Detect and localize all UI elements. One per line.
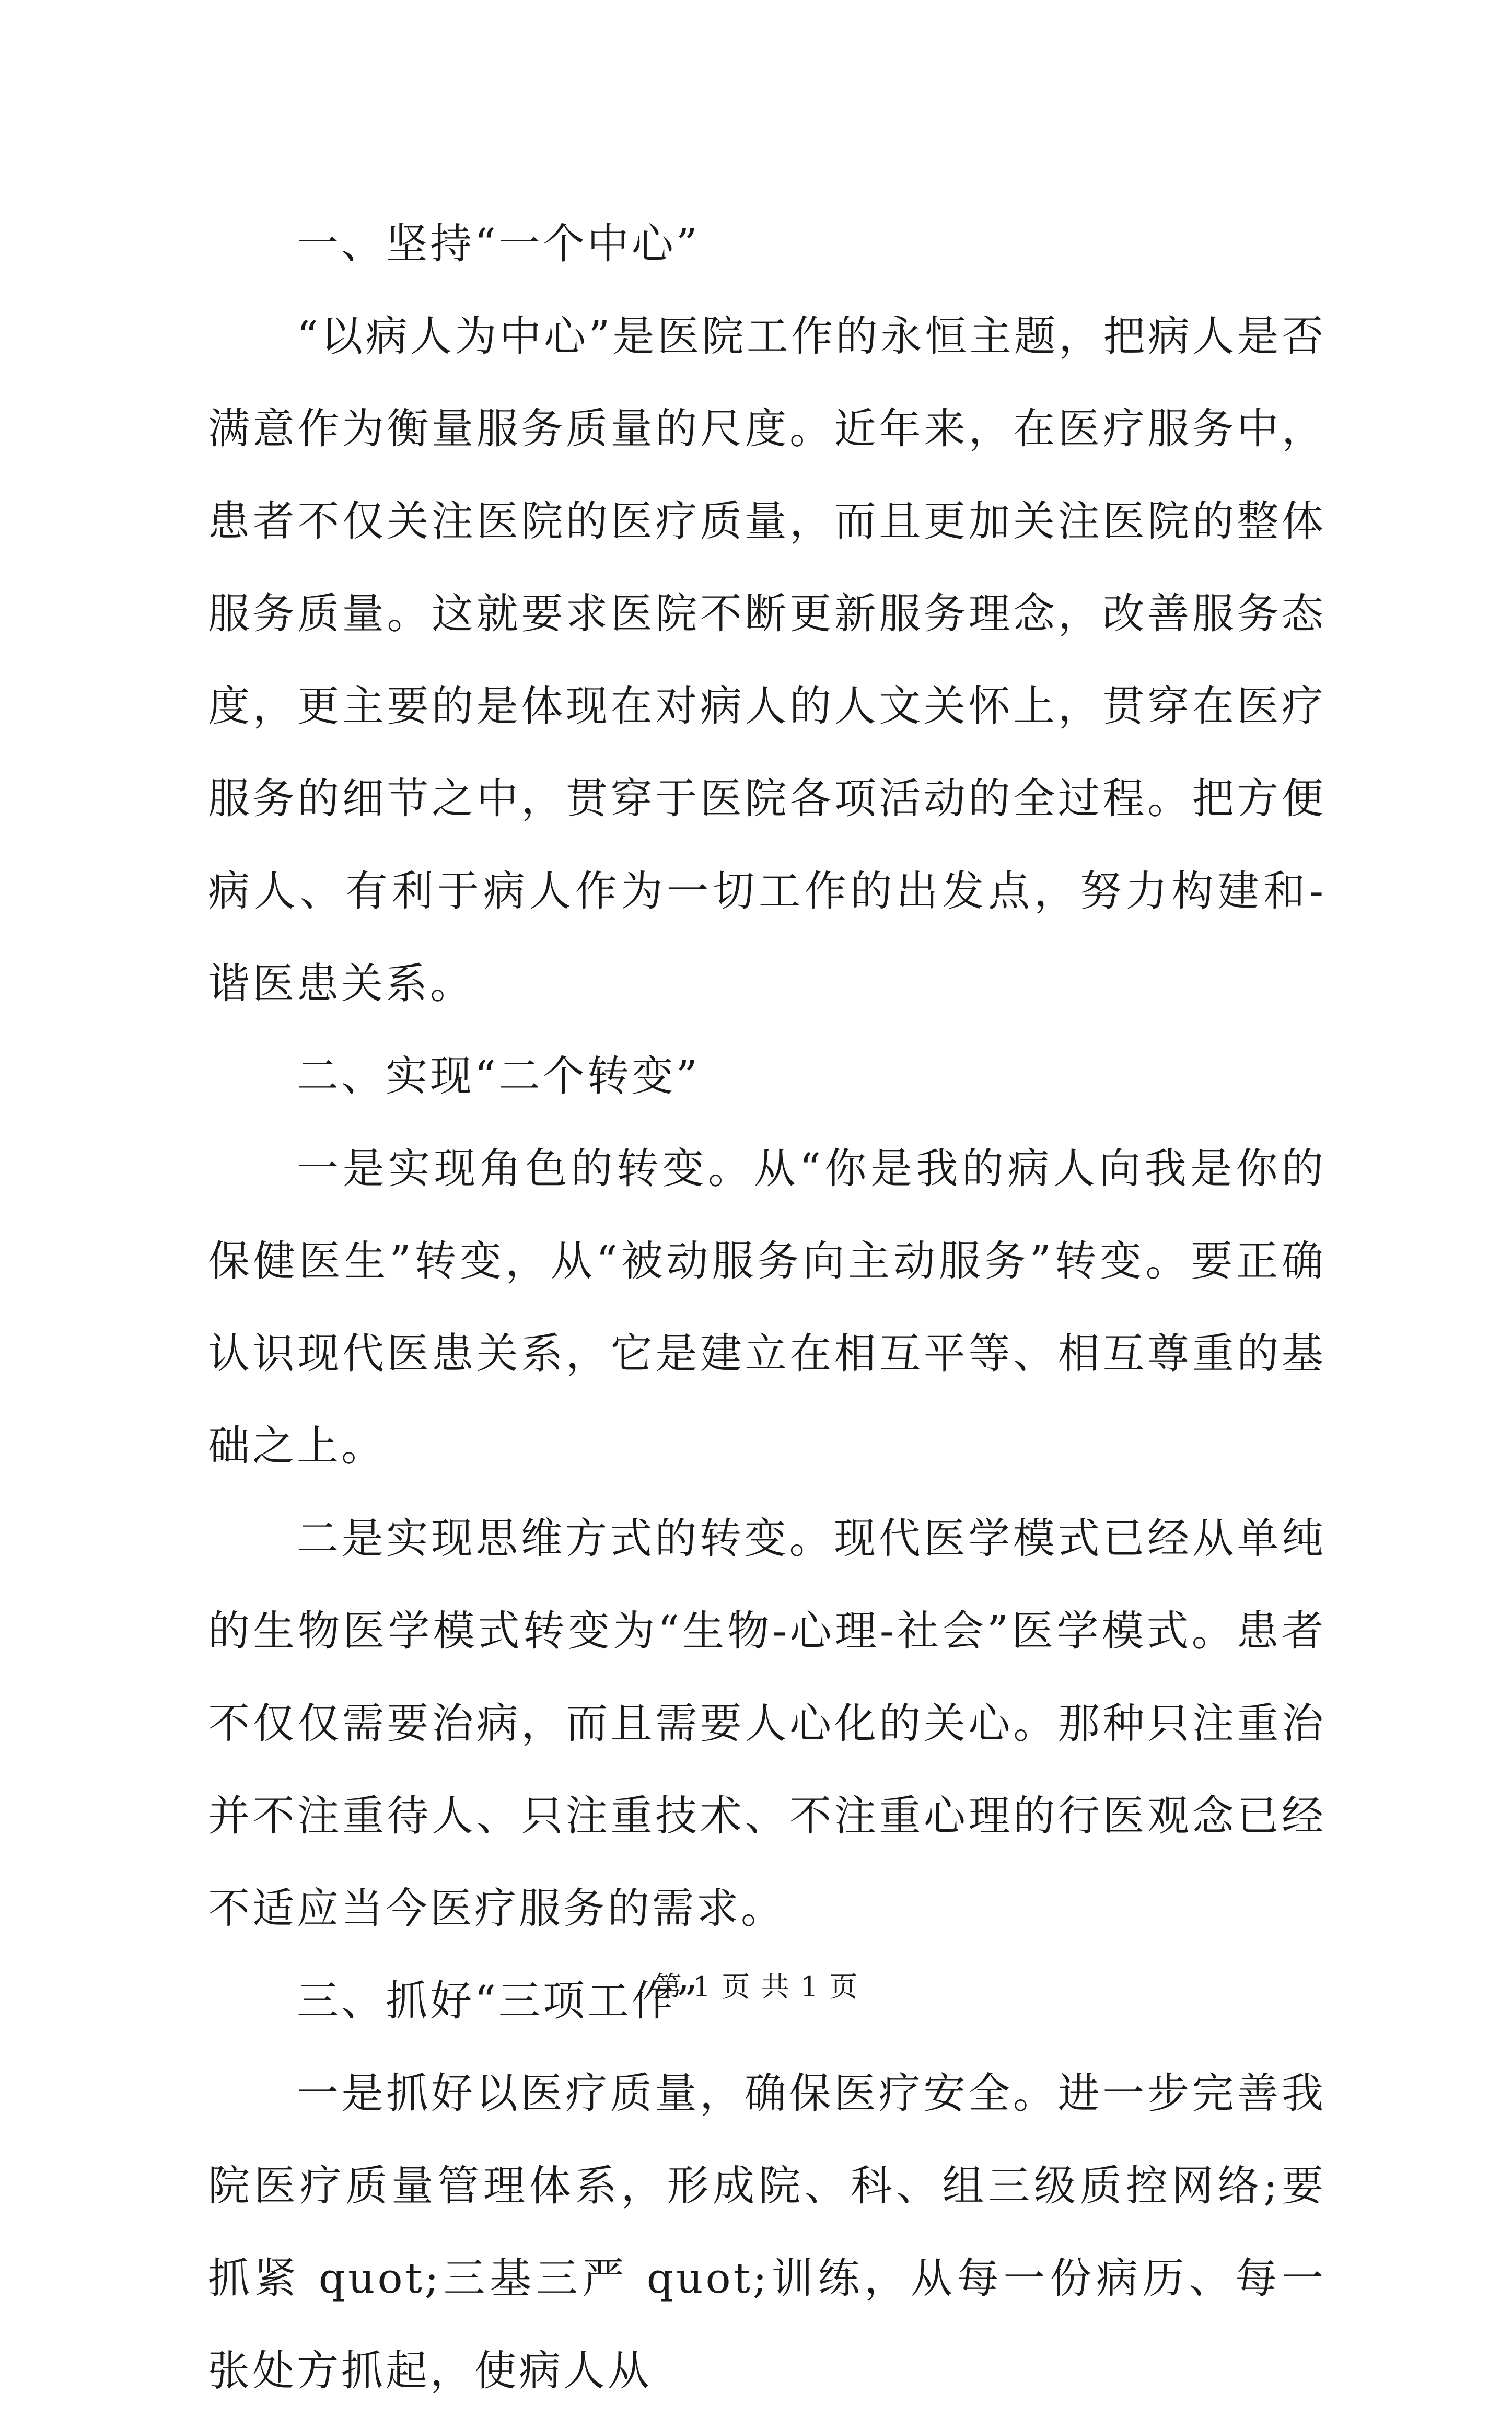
section-heading-3: 三、抓好“三项工作” <box>297 1977 700 2025</box>
paragraph: 二是实现思维方式的转变。现代医学模式已经从单纯的生物医学模式转变为“生物-心理-社会”医学模式。患者不仅仅需要治病，而且需要人心化的关心。那种只注重治并不注重待人、只注重技术、不注重心理的行医观念已经不适应当今医疗服务的需求。 <box>208 1514 1326 1933</box>
paragraph: 一是抓好以医疗质量，确保医疗安全。进一步完善我院医疗质量管理体系，形成院、科、组三级质控网络;要抓紧 quot;三基三严 quot;训练，从每一份病历、每一张处方抓起，使病人从 <box>208 2069 1326 2395</box>
page-number-footer: 第 1 页 共 1 页 <box>653 1970 859 2003</box>
paragraph: “以病人为中心”是医院工作的永恒主题，把病人是否满意作为衡量服务质量的尺度。近年来，在医疗服务中，患者不仅关注医院的医疗质量，而且更加关注医院的整体服务质量。这就要求医院不断更新服务理念，改善服务态度，更主要的是体现在对病人的人文关怀上，贯穿在医疗服务的细节之中，贯穿于医院各项活动的全过程。把方便病人、有利于病人作为一切工作的出发点，努力构建和-谐医患关系。 <box>208 312 1326 1008</box>
document-body <box>208 197 1326 2417</box>
section-heading-1: 一、坚持“一个中心” <box>297 219 700 268</box>
paragraph: 一是实现角色的转变。从“你是我的病人向我是你的保健医生”转变，从“被动服务向主动服务”转变。要正确认识现代医患关系，它是建立在相互平等、相互尊重的基础之上。 <box>208 1144 1326 1470</box>
section-heading-2: 二、实现“二个转变” <box>297 1052 700 1100</box>
